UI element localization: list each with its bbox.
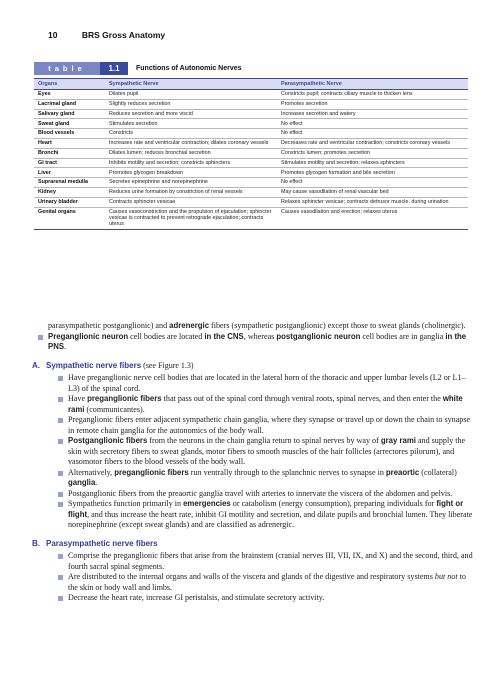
column-header-organs: Organs — [38, 81, 58, 87]
table-row — [34, 178, 468, 188]
list-item: Postganglionic fibers from the neurons in the chain ganglia return to spinal nerves by way of gray rami and supply the skin with secretory fibers to sweat glands, motor fibers to smooth muscles of the hair follicles (arrectores pilorum), and vasomotor fibers to the blood vessels of the body wall. — [58, 436, 474, 468]
organ-cell: Urinary bladder — [38, 199, 78, 206]
table-row — [34, 149, 468, 159]
table-row — [34, 168, 468, 178]
sympathetic-cell: Slightly reduces secretion — [109, 101, 171, 108]
parasympathetic-cell: No effect — [281, 130, 303, 137]
parasympathetic-cell: Relaxes sphincter vesicae; contracts detrusor muscle, during urination — [281, 199, 449, 206]
parasympathetic-cell: Promotes glycogen formation and bile secretion — [281, 169, 395, 176]
sympathetic-cell: Promotes glycogen breakdown — [109, 169, 184, 176]
sympathetic-cell: Reduces secretion and more viscid — [109, 110, 193, 117]
list-item: Have preganglionic nerve cell bodies that are located in the lateral horn of the thoracic and upper lumbar levels (L2 or L1–L3) of the spinal cord. — [58, 373, 474, 394]
table-number: 1.1 — [100, 62, 128, 75]
list-item: Have preganglionic fibers that pass out of the spinal cord through ventral roots, spinal nerves, and then enter the white rami (communicantes). — [58, 394, 474, 415]
table-title-bar — [34, 62, 468, 75]
parasympathetic-cell: Constricts lumen; promotes secretion — [281, 150, 370, 157]
list-item: Sympathetics function primarily in emergencies or catabolism (energy consumption), preparing individuals for fight or flight, and thus increase the heart rate, inhibit GI motility and secretion, and dilate pupils and bronchial lumen. They liberate norepinephrine (except sweat glands) and are classified as adrenergic. — [58, 499, 474, 531]
table-row — [34, 129, 468, 139]
parasympathetic-cell: Increases secretion and watery — [281, 110, 356, 117]
sympathetic-cell: Increases rate and ventricular contraction; dilates coronary vessels — [109, 140, 269, 147]
bullet-marker — [38, 335, 43, 340]
table-row — [34, 139, 468, 149]
parasympathetic-cell: May cause vasodilation of renal vascular bed — [281, 189, 389, 196]
parasympathetic-cell: Stimulates motility and secretion; relaxes sphincters — [281, 159, 405, 166]
table-title: Functions of Autonomic Nerves — [136, 65, 242, 72]
sympathetic-cell: Secretes epinephrine and norepinephrine — [109, 179, 208, 186]
organ-cell: Eyes — [38, 91, 51, 98]
organ-cell: Genital organs — [38, 208, 76, 215]
sympathetic-cell: Constricts — [109, 130, 133, 137]
table-row — [34, 188, 468, 198]
organ-cell: Bronchi — [38, 150, 59, 157]
list-item: Alternatively, preganglionic fibers run ventrally through to the splanchnic nerves to synapse in preaortic (collateral) ganglia. — [58, 468, 474, 489]
organ-cell: Kidney — [38, 189, 56, 196]
parasympathetic-cell: Causes vasodilation and erection; relaxes uterus — [281, 208, 398, 215]
parasympathetic-cell: Decreases rate and ventricular contraction; constricts coronary vessels — [281, 140, 450, 147]
organ-cell: GI tract — [38, 159, 57, 166]
column-header-parasympathetic: Parasympathetic Nerve — [281, 81, 342, 87]
sympathetic-cell: Causes vasoconstriction and the propulsion of ejaculation; sphincter vesicae is contracted to prevent retrograde ejaculation; contracts uterus — [109, 208, 272, 228]
organ-cell: Heart — [38, 140, 52, 147]
table-row — [34, 119, 468, 129]
organ-cell: Suprarenal medulla — [38, 179, 89, 186]
section-a-heading: A. Sympathetic nerve fibers (see Figure 1.3) — [32, 360, 194, 370]
autonomic-functions-table — [34, 62, 468, 230]
table-row — [34, 90, 468, 100]
column-header-sympathetic: Sympathetic Nerve — [109, 81, 159, 87]
parasympathetic-cell: No effect — [281, 120, 303, 127]
organ-cell: Lacrimal gland — [38, 101, 77, 108]
body-text — [32, 321, 474, 604]
list-item: Preganglionic fibers enter adjacent sympathetic chain ganglia, where they synapse or travel up or down the chain to synapse in remote chain ganglia for the autonomics of the body wall. — [58, 415, 474, 436]
sympathetic-cell: Dilates pupil — [109, 91, 139, 98]
table-header-row — [34, 78, 468, 90]
list-item: Decrease the heart rate, increase GI peristalsis, and stimulate secretory activity. — [58, 593, 474, 604]
table-label: table — [34, 62, 100, 75]
list-item: Comprise the preganglionic fibers that arise from the brainstem (cranial nerves III, VII, IX, and X) and the second, third, and fourth sacral spinal segments. — [58, 551, 474, 572]
list-item: Are distributed to the internal organs and walls of the viscera and glands of the digestive and respiratory systems but not to the skin or body wall and limbs. — [58, 572, 474, 593]
organ-cell: Blood vessels — [38, 130, 75, 137]
page-number: 10 — [48, 30, 58, 40]
table-body — [34, 90, 468, 230]
sympathetic-cell: Inhibits motility and secretion; constricts sphincters — [109, 159, 231, 166]
section-b-heading: B. Parasympathetic nerve fibers — [32, 538, 158, 548]
bullet-preganglionic-location: Preganglionic neuron cell bodies are located in the CNS, whereas postganglionic neuron cell bodies are in ganglia in the PNS. — [38, 332, 474, 353]
section-b-list — [58, 551, 474, 604]
table-row — [34, 110, 468, 120]
running-header — [48, 30, 165, 40]
organ-cell: Salivary gland — [38, 110, 75, 117]
organ-cell: Sweat gland — [38, 120, 70, 127]
sympathetic-cell: Stimulates secretion — [109, 120, 158, 127]
sympathetic-cell: Contracts sphincter vesicae — [109, 199, 176, 206]
parasympathetic-cell: Promotes secretion — [281, 101, 328, 108]
continued-paragraph: parasympathetic postganglionic) and adrenergic fibers (sympathetic postganglionic) except those to sweat glands (cholinergic). — [48, 321, 466, 330]
book-title: BRS Gross Anatomy — [81, 30, 166, 40]
section-a-list — [58, 373, 474, 531]
table-row — [34, 208, 468, 230]
table-row — [34, 159, 468, 169]
organ-cell: Liver — [38, 169, 51, 176]
table-row — [34, 100, 468, 110]
list-item: Postganglionic fibers from the preaortic ganglia travel with arteries to innervate the viscera of the abdomen and pelvis. — [58, 489, 474, 500]
parasympathetic-cell: Constricts pupil; contracts ciliary muscle to thicken lens — [281, 91, 413, 98]
table-row — [34, 198, 468, 208]
sympathetic-cell: Dilates lumen; reduces bronchial secretion — [109, 150, 211, 157]
sympathetic-cell: Reduces urine formation by constriction of renal vessels — [109, 189, 243, 196]
parasympathetic-cell: No effect — [281, 179, 303, 186]
